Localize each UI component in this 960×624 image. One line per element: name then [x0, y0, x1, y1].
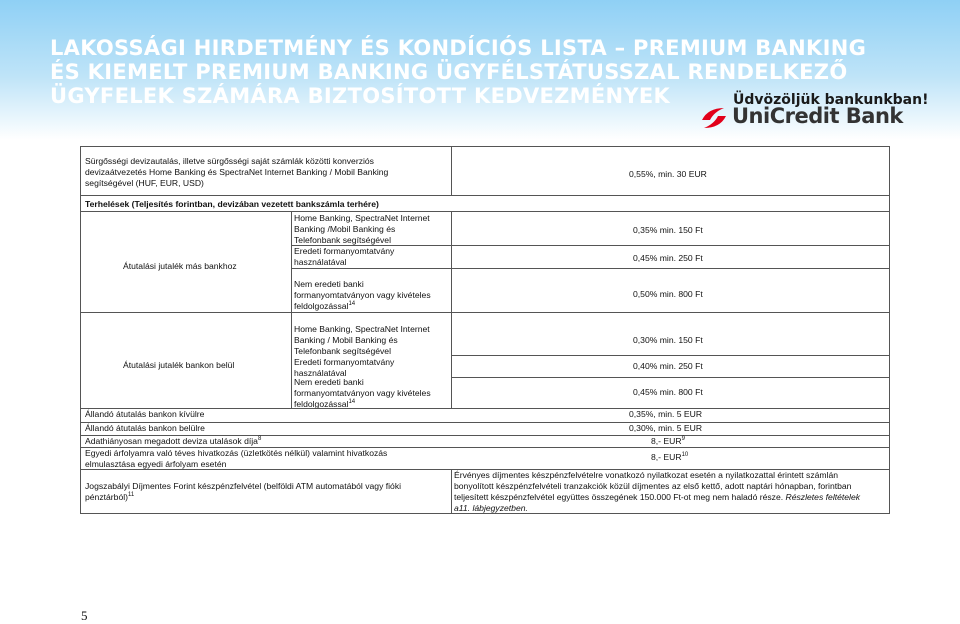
title-line-3: ÜGYFELEK SZÁMÁRA BIZTOSÍTOTT KEDVEZMÉNYEK — [50, 84, 671, 108]
other-bank-ch2-line1: Eredeti formanyomtatvány — [294, 246, 395, 256]
unicredit-logo — [700, 106, 930, 130]
fx-error-value: 8,- EUR$^{10}$ — [651, 452, 689, 462]
col-divider — [291, 211, 292, 312]
col-divider — [291, 312, 292, 408]
atm-label-1: Jogszabályi Díjmentes Forint készpénzfelvétel (belföldi ATM automatából vagy fióki — [85, 481, 402, 491]
header-banner — [0, 0, 960, 140]
atm-label-2: pénztárból)$^{11}$ — [85, 492, 135, 502]
atm-desc-3: teljesített készpénzfelvétel együttes összegének 150.000 Ft-ot meg nem haladó része. Részletes feltételek — [454, 492, 861, 502]
title-line-1: LAKOSSÁGI HIRDETMÉNY ÉS KONDÍCIÓS LISTA – PREMIUM BANKING — [50, 36, 867, 60]
urgent-value: 0,55%, min. 30 EUR — [629, 169, 707, 179]
within-bank-ch3-line3: feldolgozással$^{14}$ — [294, 399, 356, 409]
within-bank-ch2-value: 0,40% min. 250 Ft — [633, 361, 703, 371]
other-bank-ch1-line2: Banking /Mobil Banking és — [294, 224, 396, 234]
urgent-label-2: devizaátvezetés Home Banking és SpectraNet Internet Banking / Mobil Banking — [85, 167, 389, 177]
other-bank-ch2-value: 0,45% min. 250 Ft — [633, 253, 703, 263]
standing-outside-value: 0,35%, min. 5 EUR — [629, 409, 703, 419]
row-divider — [451, 377, 889, 378]
within-bank-ch1-line3: Telefonbank segítségével — [294, 346, 391, 356]
incomplete-label: Adathiányosan megadott deviza utalások díja$^8$ — [85, 436, 262, 446]
fx-error-label-2: elmulasztása egyedi árfolyam esetén — [85, 459, 227, 469]
standing-inside-label: Állandó átutalás bankon belülre — [85, 423, 205, 433]
within-bank-ch1-line2: Banking / Mobil Banking és — [294, 335, 398, 345]
unicredit-logo-icon — [700, 106, 728, 130]
urgent-label-3: segítségével (HUF, EUR, USD) — [85, 178, 204, 188]
standing-outside-label: Állandó átutalás bankon kívülre — [85, 409, 205, 419]
urgent-label-1: Sürgősségi devizautalás, illetve sürgősségi saját számlák közötti konverziós — [85, 156, 374, 166]
col-divider — [451, 147, 452, 195]
within-bank-label: Átutalási jutalék bankon belül — [123, 360, 235, 370]
within-bank-ch2-line2: használatával — [294, 368, 347, 378]
welcome-text: Üdvözöljük bankunkban! — [733, 92, 929, 108]
within-bank-ch3-line2: formanyomtatványon vagy kivételes — [294, 388, 431, 398]
row-divider — [81, 312, 889, 313]
page-number: 5 — [81, 608, 88, 623]
other-bank-ch2-line2: használatával — [294, 257, 347, 267]
row-divider — [81, 195, 889, 196]
conditions-table — [80, 146, 890, 514]
col-divider — [451, 312, 452, 408]
within-bank-ch3-value: 0,45% min. 800 Ft — [633, 387, 703, 397]
logo-text: UniCredit Bank — [732, 104, 903, 128]
row-divider — [291, 268, 889, 269]
incomplete-value: 8,- EUR$^9$ — [651, 436, 685, 446]
other-bank-ch3-value: 0,50% min. 800 Ft — [633, 289, 703, 299]
within-bank-ch1-line1: Home Banking, SpectraNet Internet — [294, 324, 430, 334]
col-divider — [451, 469, 452, 513]
section-header: Terhelések (Teljesítés forintban, devizában vezetett bankszámla terhére) — [85, 199, 379, 209]
title-line-2: ÉS KIEMELT PREMIUM BANKING ÜGYFÉLSTÁTUSSZAL RENDELKEZŐ — [50, 60, 848, 84]
other-bank-ch3-line3: feldolgozással$^{14}$ — [294, 301, 356, 311]
row-divider — [451, 355, 889, 356]
other-bank-ch3-line2: formanyomtatványon vagy kivételes — [294, 290, 431, 300]
other-bank-ch1-line1: Home Banking, SpectraNet Internet — [294, 213, 430, 223]
atm-desc-2: bonyolított készpénzfelvételi tranzakciók közül díjmentes az első kettő, adott naptári hónapban, forintban — [454, 481, 852, 491]
other-bank-ch3-line1: Nem eredeti banki — [294, 279, 364, 289]
other-bank-ch1-line3: Telefonbank segítségével — [294, 235, 391, 245]
fx-error-label-1: Egyedi árfolyamra való téves hivatkozás (üzletkötés nélkül) valamint hivatkozás — [85, 448, 388, 458]
other-bank-ch1-value: 0,35% min. 150 Ft — [633, 225, 703, 235]
within-bank-ch3-line1: Nem eredeti banki — [294, 377, 364, 387]
atm-desc-4: a11. lábjegyzetben. — [454, 503, 528, 513]
row-divider — [81, 211, 889, 212]
standing-inside-value: 0,30%, min. 5 EUR — [629, 423, 703, 433]
within-bank-ch1-value: 0,30% min. 150 Ft — [633, 335, 703, 345]
atm-desc-1: Érvényes díjmentes készpénzfelvételre vonatkozó nyilatkozat esetén a nyilatkozattal érintett számlán — [454, 470, 839, 480]
col-divider — [451, 211, 452, 312]
within-bank-ch2-line1: Eredeti formanyomtatvány — [294, 357, 395, 367]
other-bank-label: Átutalási jutalék más bankhoz — [123, 261, 237, 271]
